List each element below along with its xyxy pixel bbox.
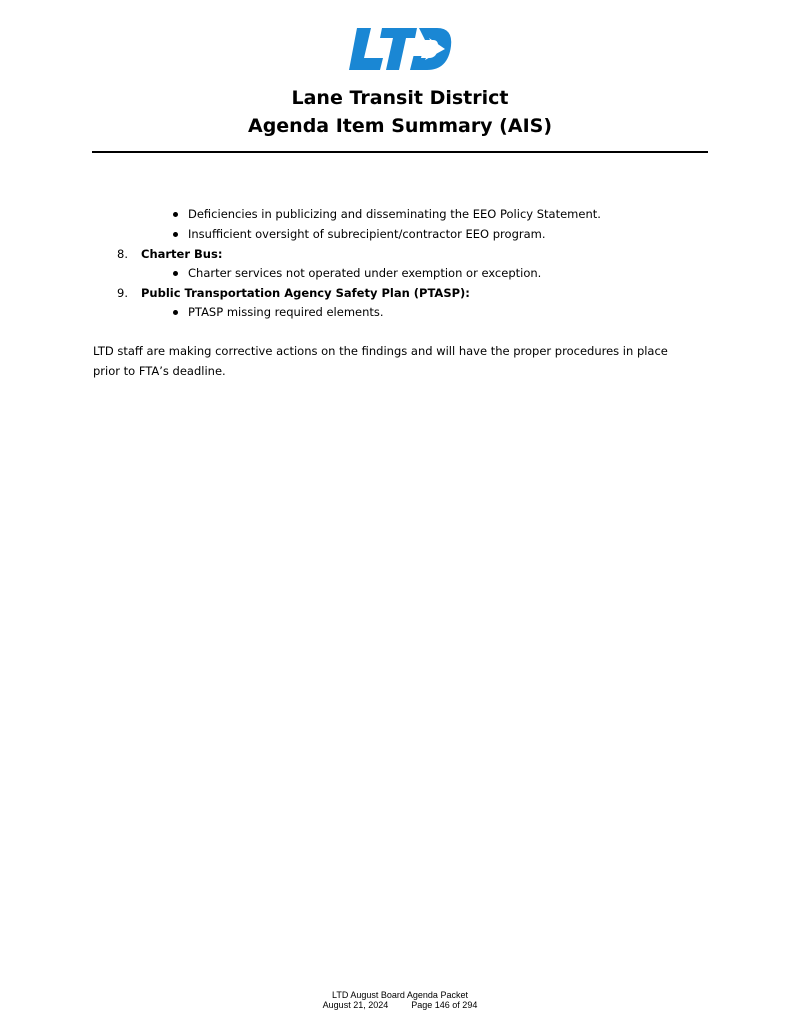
body-paragraph-line: LTD staff are making corrective actions on the findings and will have the proper procedures in place — [93, 344, 668, 358]
footer-page: Page 146 of 294 — [411, 1000, 478, 1010]
footer-date-page — [0, 1000, 800, 1010]
footer-date: August 21, 2024 — [322, 1000, 389, 1010]
bullet-icon — [173, 271, 178, 276]
bullet-icon — [173, 212, 178, 217]
document-title: Lane Transit District — [291, 87, 509, 109]
item-number: 8. — [117, 247, 128, 261]
item-heading: Charter Bus: — [141, 247, 223, 261]
document-subtitle: Agenda Item Summary (AIS) — [247, 115, 553, 137]
header-divider — [92, 151, 708, 153]
body-paragraph-line: prior to FTA’s deadline. — [93, 364, 226, 378]
list-item: PTASP missing required elements. — [188, 305, 384, 319]
item-heading: Public Transportation Agency Safety Plan (PTASP): — [141, 286, 470, 300]
ltd-logo — [349, 28, 453, 70]
list-item: Deficiencies in publicizing and disseminating the EEO Policy Statement. — [188, 207, 601, 221]
bullet-icon — [173, 232, 178, 237]
item-number: 9. — [117, 286, 128, 300]
list-item: Insufficient oversight of subrecipient/contractor EEO program. — [188, 227, 546, 241]
bullet-icon — [173, 310, 178, 315]
list-item: Charter services not operated under exemption or exception. — [188, 266, 542, 280]
footer-title: LTD August Board Agenda Packet — [332, 990, 468, 1000]
